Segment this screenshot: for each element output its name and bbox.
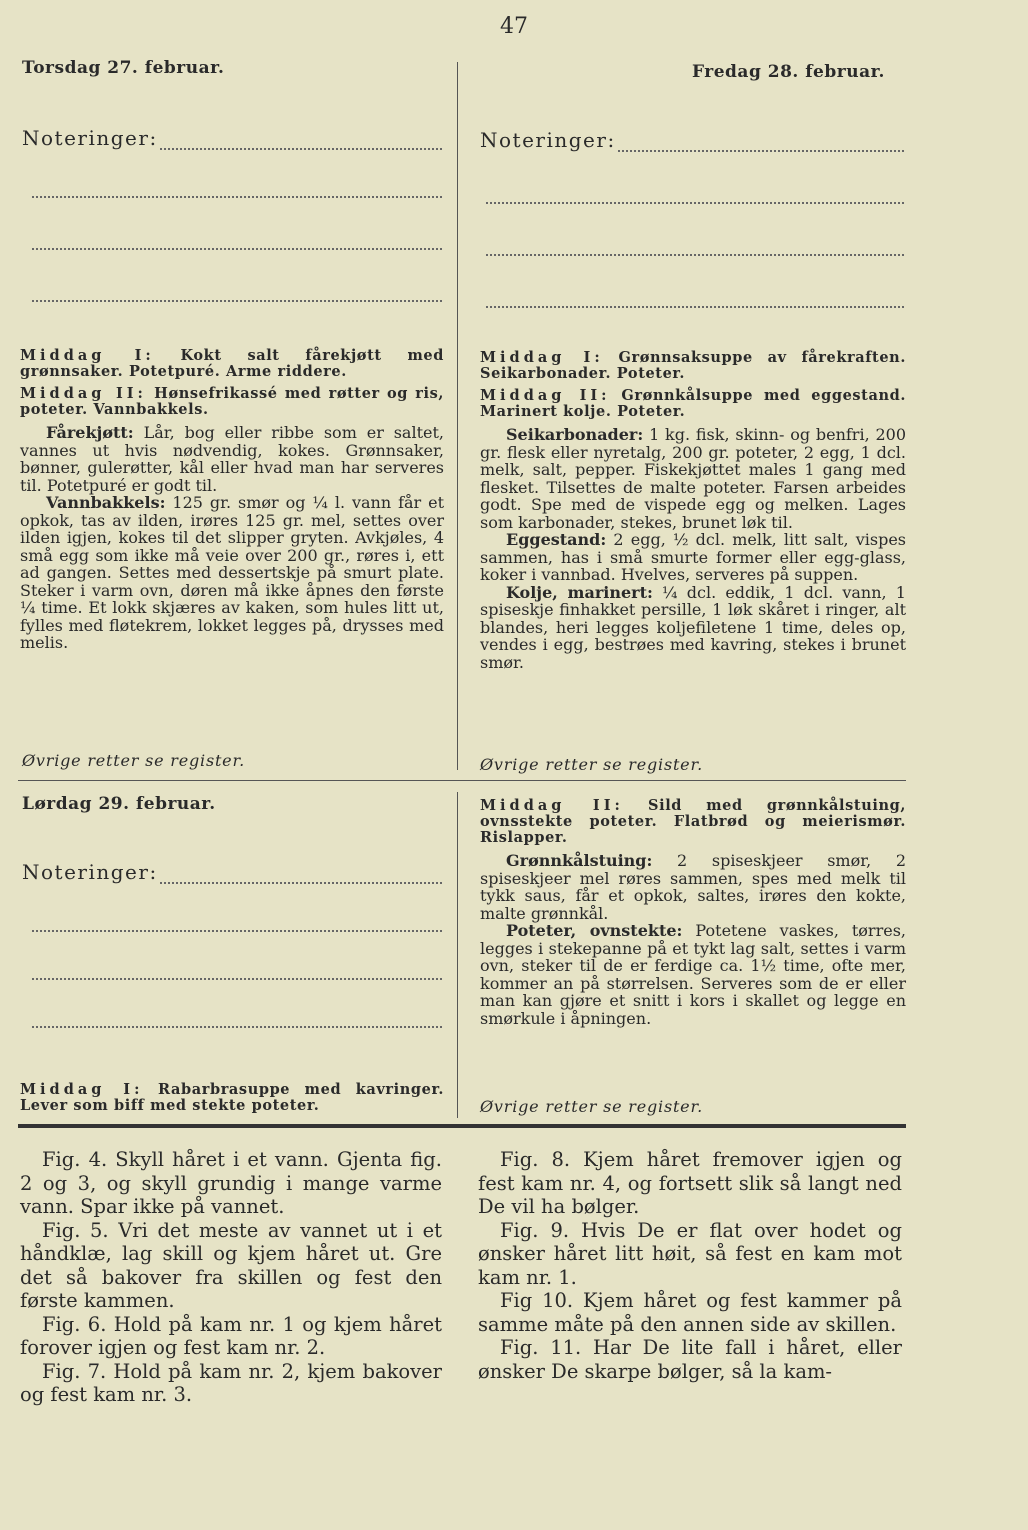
thursday-notes-line[interactable] [32, 196, 442, 198]
recipe-text: 2 spiseskjeer smør, 2 spiseskjeer mel røres sammen, spes med melk til tykk saus, får et opkok, saltes, irøres den kokte, malte grønnkål. [480, 851, 906, 923]
menu-label: Middag II: [480, 387, 611, 404]
hair-step: Fig. 4. Skyll håret i et vann. Gjenta fig. 2 og 3, og skyll grundig i mange varme vann. Spar ikke på vannet. [20, 1148, 442, 1218]
section-rule [18, 1124, 906, 1128]
hair-instructions-right [478, 1148, 902, 1383]
recipe-text: ¼ dcl. eddik, 1 dcl. vann, 1 spiseskje finhakket persille, 1 løk skåret i ringer, alt blandes, heri legges koljefiletene 1 time, deles op, vendes i egg, bestrøes med kavring, stekes i brunet smør. [480, 582, 906, 672]
recipe-term: Vannbakkels: [46, 493, 166, 512]
saturday-content [480, 798, 906, 1027]
thursday-notes-line[interactable] [160, 148, 442, 150]
friday-notes-label: Noteringer: [480, 128, 616, 152]
page-number: 47 [500, 14, 528, 39]
menu-text: Sild med grønnkålstuing, ovnsstekte poteter. Flatbrød og meierismør. Rislapper. [480, 797, 906, 846]
recipe-text: 1 kg. fisk, skinn- og benfri, 200 gr. flesk eller nyretalg, 200 gr. poteter, 2 egg, 1 dcl. melk, salt, pepper. Fiskekjøttet males 1 gang med flesket. Tilsettes de malte poteter. Farsen arbeides godt. Spe med de vispede egg og melken. Lages som karbonader, stekes, brunet løk til. [480, 425, 907, 532]
hair-step: Fig. 5. Vri det meste av vannet ut i et håndklæ, lag skill og kjem håret ut. Gre det så bakover fra skillen og fest den første kammen. [20, 1218, 442, 1312]
hair-instructions-left [20, 1148, 442, 1407]
thursday-title: Torsdag 27. februar. [22, 58, 225, 78]
column-divider-saturday [457, 792, 458, 1118]
saturday-menu-1-block [20, 1082, 444, 1120]
menu-text: Grønnkålsuppe med eggestand. Marinert kolje. Poteter. [480, 387, 906, 420]
friday-notes-line[interactable] [486, 202, 904, 204]
thursday-other-dishes: Øvrige retter se register. [22, 751, 246, 770]
recipe-term: Poteter, ovnstekte: [506, 921, 683, 940]
friday-content [480, 350, 906, 671]
menu-label: Middag I: [20, 1081, 144, 1098]
hair-step: Fig. 8. Kjem håret fremover igjen og fest kam nr. 4, og fortsett slik så langt ned De vil ha bølger. [478, 1148, 902, 1218]
friday-notes-line[interactable] [486, 306, 904, 308]
menu-label: Middag II: [20, 385, 147, 402]
friday-recipe-kolje [480, 584, 906, 672]
saturday-notes-line[interactable] [32, 930, 442, 932]
recipe-term: Seikarbonader: [506, 425, 644, 444]
menu-label: Middag I: [480, 349, 604, 366]
saturday-notes-label: Noteringer: [22, 860, 158, 884]
menu-text: Rabarbrasuppe med kavringer. Lever som biff med stekte poteter. [20, 1081, 444, 1114]
thursday-content [20, 348, 444, 652]
saturday-notes-line[interactable] [32, 1026, 442, 1028]
friday-menu-1 [480, 350, 906, 382]
recipe-term: Fårekjøtt: [46, 423, 134, 442]
friday-menu-2 [480, 388, 906, 420]
menu-text: Kokt salt fårekjøtt med grønnsaker. Potetpuré. Arme riddere. [20, 347, 444, 380]
recipe-term: Grønnkålstuing: [506, 851, 653, 870]
hair-step: Fig 10. Kjem håret og fest kammer på samme måte på den annen side av skillen. [478, 1289, 902, 1336]
recipe-term: Eggestand: [506, 530, 607, 549]
recipe-text: 125 gr. smør og ¼ l. vann får et opkok, tas av ilden, irøres 125 gr. mel, settes over ilden igjen, kokes til det slipper gryten. Avkjøles, 4 små egg som ikke må veie over 200 gr., røres i, ett ad gangen. Settes med dessertskje på smurt plate. Steker i varm ovn, døren må ikke åpnes den første ¼ time. Et lokk skjæres av kaken, som hules litt ut, fylles med fløtekrem, lokket legges på, drysses med melis. [20, 493, 445, 652]
menu-text: Grønnsaksuppe av fårekraften. Seikarbonader. Poteter. [480, 349, 906, 382]
saturday-notes-line[interactable] [160, 882, 442, 884]
menu-label: Middag I: [20, 347, 155, 364]
recipe-text: Potetene vaskes, tørres, legges i stekepanne på et tykt lag salt, settes i varm ovn, steker til de er ferdige ca. 1½ time, ofte mer, kommer an på størrelsen. Serveres som de er eller man kan gjøre et snitt i kors i skallet og legge en smørkule i åpningen. [480, 921, 906, 1028]
saturday-notes-line[interactable] [32, 978, 442, 980]
thursday-recipe-vannbakkels [20, 494, 444, 652]
thursday-recipe-farekjott [20, 424, 444, 494]
saturday-menu-1 [20, 1082, 444, 1114]
menu-text: Hønsefrikassé med røtter og ris, poteter. Vannbakkels. [20, 385, 444, 418]
friday-notes-line[interactable] [618, 150, 904, 152]
recipe-text: 2 egg, ½ dcl. melk, litt salt, vispes sammen, has i små smurte former eller egg-glass, koker i vannbad. Hvelves, serveres på suppen. [480, 530, 906, 584]
hair-step: Fig. 7. Hold på kam nr. 2, kjem bakover og fest kam nr. 3. [20, 1359, 442, 1406]
thursday-notes-line[interactable] [32, 300, 442, 302]
friday-title: Fredag 28. februar. [692, 62, 885, 82]
friday-other-dishes: Øvrige retter se register. [480, 755, 704, 774]
thursday-notes-label: Noteringer: [22, 126, 158, 150]
hair-step: Fig. 6. Hold på kam nr. 1 og kjem håret forover igjen og fest kam nr. 2. [20, 1312, 442, 1359]
saturday-title: Lørdag 29. februar. [22, 794, 216, 814]
thursday-menu-1 [20, 348, 444, 380]
hair-step: Fig. 9. Hvis De er flat over hodet og ønsker håret litt høit, så fest en kam mot kam nr. 1. [478, 1218, 902, 1289]
thursday-menu-2 [20, 386, 444, 418]
column-divider-top [457, 62, 458, 770]
friday-notes-line[interactable] [486, 254, 904, 256]
recipe-text: Lår, bog eller ribbe som er saltet, vannes ut hvis nødvendig, kokes. Grønnsaker, bønner, gulerøtter, kål eller hvad man har serveres til. Potetpuré er godt til. [20, 423, 444, 495]
thursday-notes-line[interactable] [32, 248, 442, 250]
saturday-recipe-poteter [480, 922, 906, 1027]
hair-step: Fig. 11. Har De lite fall i håret, eller ønsker De skarpe bølger, så la kam- [478, 1336, 902, 1383]
friday-recipe-seikarbonader [480, 426, 906, 531]
recipe-term: Kolje, marinert: [506, 582, 653, 602]
row-divider [18, 780, 906, 781]
menu-label: Middag II: [480, 797, 624, 814]
saturday-recipe-gronnkalstuing [480, 852, 906, 922]
saturday-other-dishes: Øvrige retter se register. [480, 1097, 704, 1116]
saturday-menu-2 [480, 798, 906, 846]
friday-recipe-eggestand [480, 531, 906, 584]
